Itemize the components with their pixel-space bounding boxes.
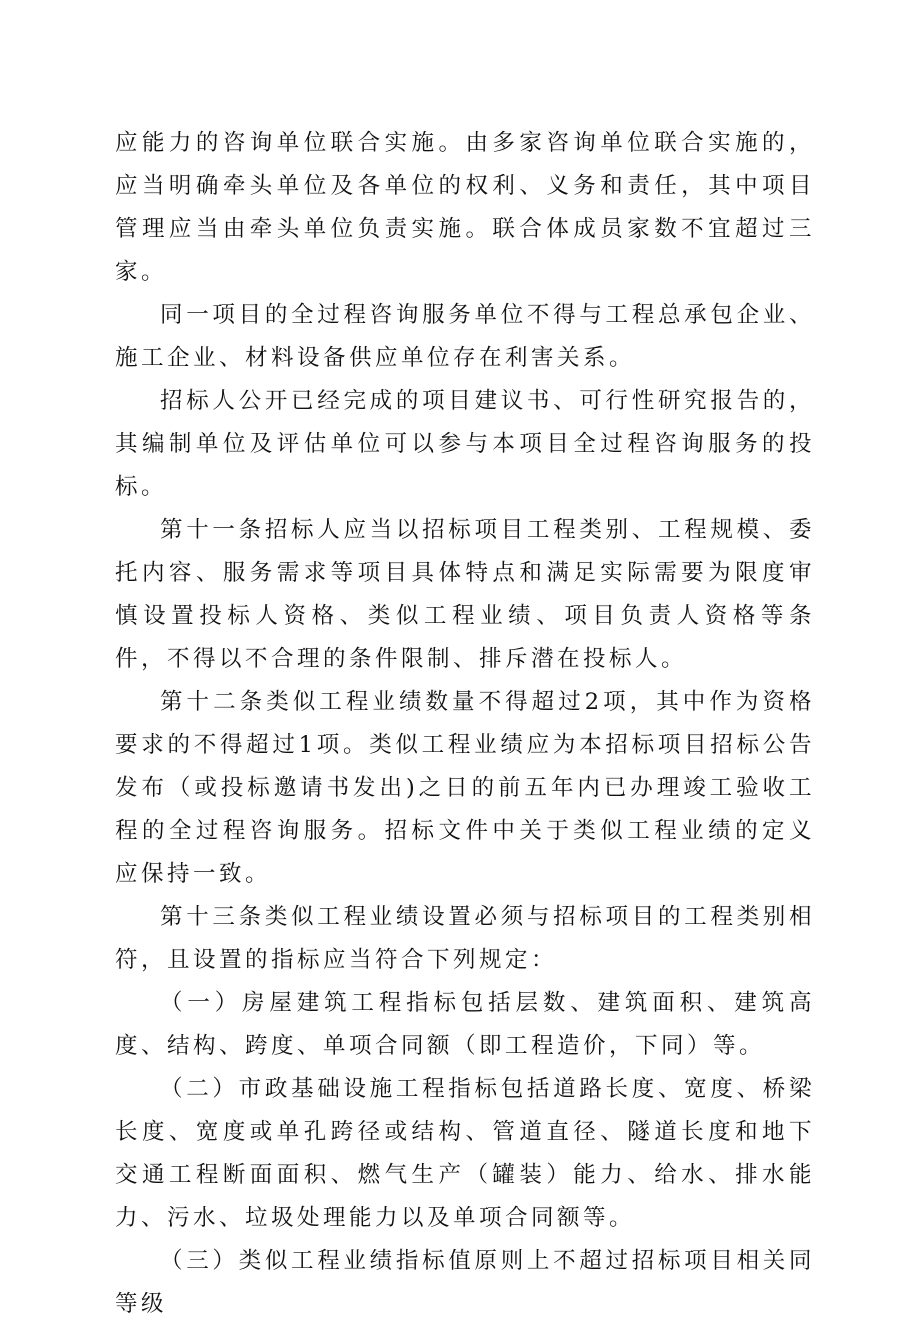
paragraph-continuation: 应能力的咨询单位联合实施。由多家咨询单位联合实施的，应当明确牵头单位及各单位的权利、义务和责任，其中项目管理应当由牵头单位负责实施。联合体成员家数不宜超过三家。	[115, 130, 815, 285]
paragraph-item-1: （一）房屋建筑工程指标包括层数、建筑面积、建筑高度、结构、跨度、单项合同额（即工程造价，下同）等。	[115, 990, 815, 1059]
paragraph-item-3: （三）类似工程业绩指标值原则上不超过招标项目相关同等级	[115, 1248, 815, 1317]
paragraph-conflict-of-interest: 同一项目的全过程咨询服务单位不得与工程总承包企业、施工企业、材料设备供应单位存在利害关系。	[115, 302, 815, 371]
body-text	[115, 122, 815, 1326]
paragraph-article-11: 第十一条招标人应当以招标项目工程类别、工程规模、委托内容、服务需求等项目具体特点和满足实际需要为限度审慎设置投标人资格、类似工程业绩、项目负责人资格等条件，不得以不合理的条件限制、排斥潜在投标人。	[115, 517, 815, 672]
paragraph-item-2: （二）市政基础设施工程指标包括道路长度、宽度、桥梁长度、宽度或单孔跨径或结构、管道直径、隧道长度和地下交通工程断面面积、燃气生产（罐装）能力、给水、排水能力、污水、垃圾处理能力以及单项合同额等。	[115, 1076, 815, 1231]
paragraph-feasibility-report: 招标人公开已经完成的项目建议书、可行性研究报告的，其编制单位及评估单位可以参与本项目全过程咨询服务的投标。	[115, 388, 815, 500]
paragraph-article-12: 第十二条类似工程业绩数量不得超过2项，其中作为资格要求的不得超过1项。类似工程业绩应为本招标项目招标公告发布（或投标邀请书发出)之日的前五年内已办理竣工验收工程的全过程咨询服务。招标文件中关于类似工程业绩的定义应保持一致。	[115, 689, 815, 887]
paragraph-article-13: 第十三条类似工程业绩设置必须与招标项目的工程类别相符，且设置的指标应当符合下列规定：	[115, 904, 815, 973]
